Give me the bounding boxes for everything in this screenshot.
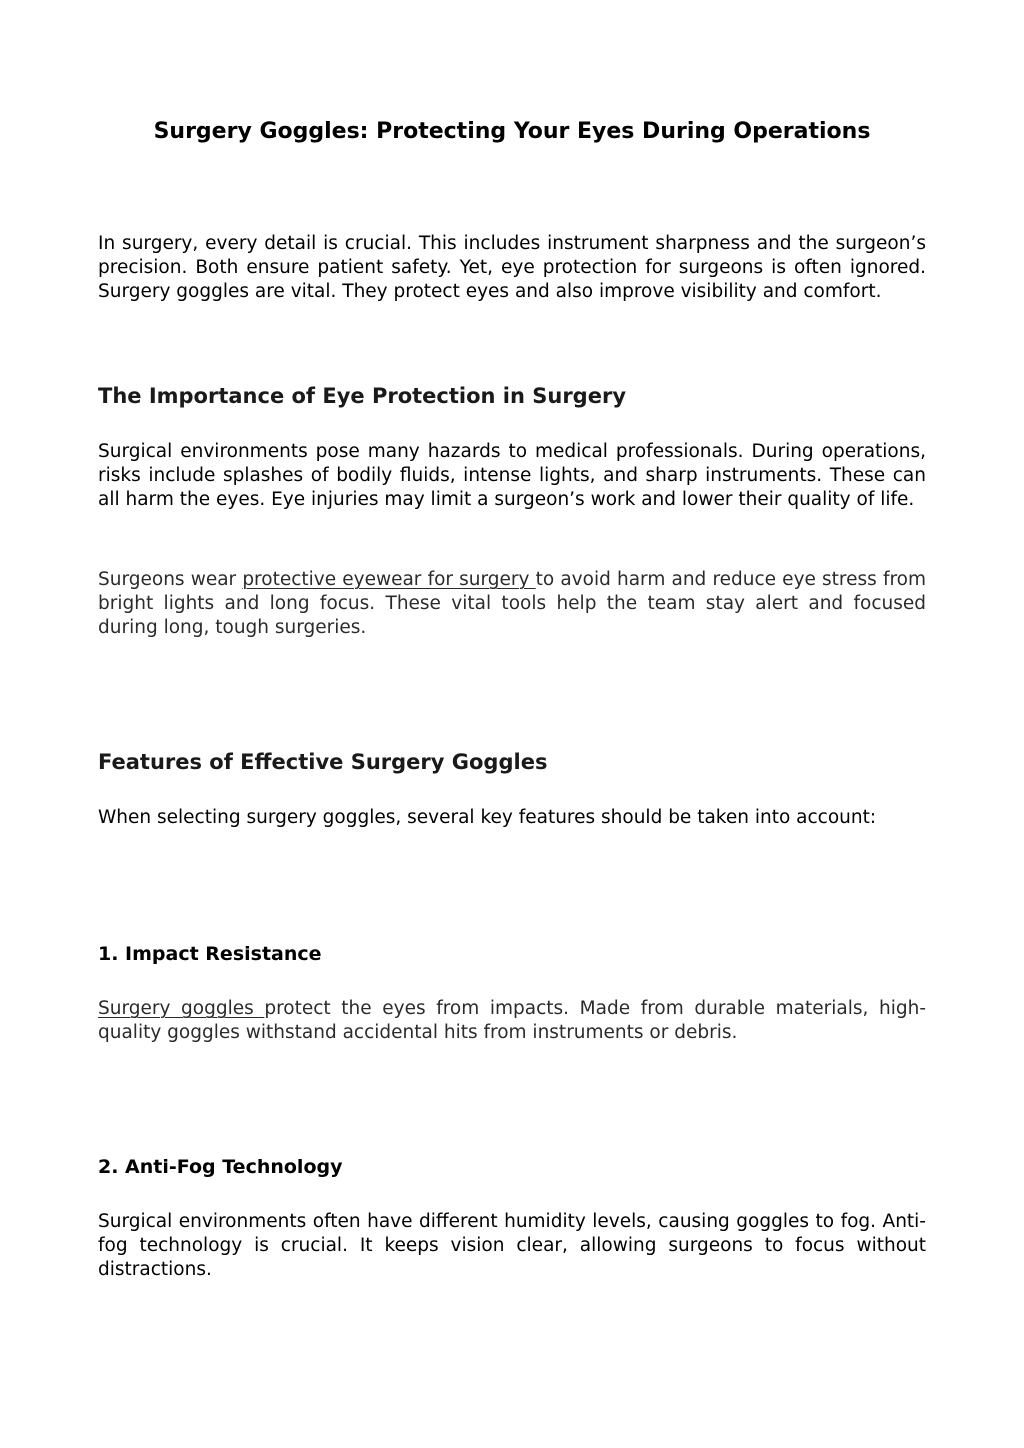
importance-paragraph-2-rest: to avoid harm and reduce eye stress from bright lights and long focus. These vital tools help the team stay alert and focused during long, tough surgeries. — [98, 569, 926, 638]
section-heading-importance: The Importance of Eye Protection in Surgery — [98, 384, 627, 408]
feature-heading-impact-resistance: 1. Impact Resistance — [98, 943, 322, 965]
surgery-goggles-link[interactable]: Surgery goggles — [98, 998, 265, 1019]
section-heading-features: Features of Effective Surgery Goggles — [98, 750, 548, 774]
importance-paragraph-2 — [98, 568, 926, 640]
page-title: Surgery Goggles: Protecting Your Eyes During Operations — [153, 119, 871, 144]
protective-eyewear-link[interactable]: protective eyewear for surgery — [242, 569, 536, 590]
importance-paragraph-2-lead: Surgeons wear — [98, 569, 243, 590]
anti-fog-paragraph: Surgical environments often have different humidity levels, causing goggles to fog. Anti-fog technology is crucial. It keeps vision clear, allowing surgeons to focus without distractions. — [98, 1211, 926, 1280]
feature-heading-anti-fog: 2. Anti-Fog Technology — [98, 1156, 343, 1178]
importance-paragraph-1: Surgical environments pose many hazards to medical professionals. During operations, risks include splashes of bodily fluids, intense lights, and sharp instruments. These can all harm the eyes. Eye injuries may limit a surgeon’s work and lower their quality of life. — [98, 441, 926, 510]
impact-resistance-paragraph — [98, 997, 926, 1045]
intro-paragraph: In surgery, every detail is crucial. This includes instrument sharpness and the surgeon’s precision. Both ensure patient safety. Yet, eye protection for surgeons is often ignored. Surgery goggles are vital. They protect eyes and also improve visibility and comfort. — [98, 233, 926, 302]
features-paragraph: When selecting surgery goggles, several key features should be taken into account: — [98, 807, 877, 828]
impact-resistance-text: protect the eyes from impacts. Made from durable materials, high-quality goggles withstand accidental hits from instruments or debris. — [98, 998, 926, 1043]
